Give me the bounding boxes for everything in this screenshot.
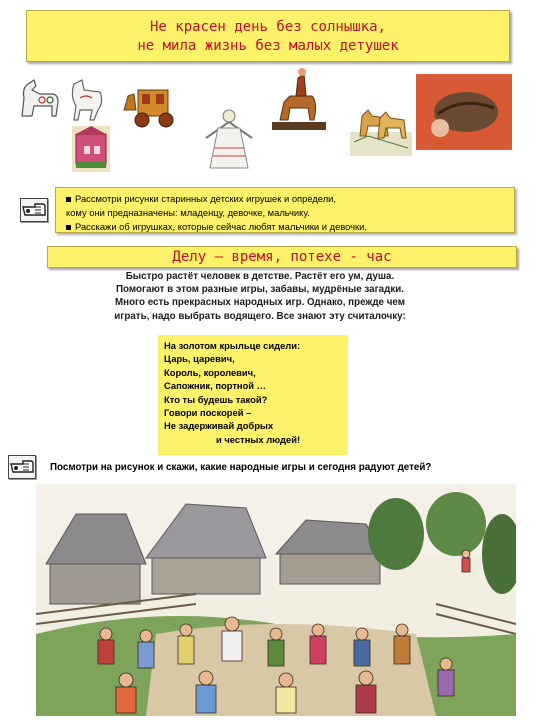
toy-pink-house-image — [70, 124, 112, 174]
intro-line-1: Быстро растёт человек в детстве. Растёт его ум, душа. — [125, 271, 395, 282]
task-pointer-box — [20, 198, 48, 222]
rhyme-line: Король, королевич, — [164, 366, 256, 378]
village-games-illustration — [36, 484, 516, 716]
bullet-icon — [66, 197, 71, 202]
intro-text — [50, 270, 470, 323]
toy-rider-image — [266, 66, 332, 136]
hand-pointer-icon — [9, 456, 35, 478]
question-text: Посмотри на рисунок и скажи, какие народные игры и сегодня радуют детей? — [50, 462, 432, 473]
rhyme-line: Кто ты будешь такой? — [164, 393, 268, 405]
title-banner — [26, 10, 510, 62]
question-pointer-box — [8, 455, 36, 479]
task-box — [55, 187, 515, 233]
rhyme-line: На золотом крыльце сидели: — [164, 340, 301, 351]
task-line-2: кому они предназначены: младенцу, девочке, мальчику. — [66, 207, 310, 218]
bullet-icon — [66, 225, 71, 230]
section-title: Делу – время, потехе - час — [172, 249, 392, 265]
rhyme-line: и честных людей! — [216, 433, 301, 445]
rhyme-box — [158, 335, 348, 455]
toy-carriage-image — [118, 80, 186, 130]
intro-line-4: играть, надо выбрать водящего. Все знают эту считалочку: — [114, 310, 406, 322]
rhyme-line: Не задерживай добрых — [164, 420, 274, 432]
title-line-2: не мила жизнь без малых детушек — [137, 38, 399, 54]
title-line-1: Не красен день без солнышка, — [149, 19, 386, 35]
rhyme-line: Говори поскорей – — [164, 407, 252, 419]
rhyme-line: Сапожник, портной … — [164, 380, 267, 392]
section-banner — [47, 246, 517, 268]
intro-line-3: Много есть прекрасных народных игр. Однако, прежде чем — [114, 297, 405, 309]
task-line-1: Рассмотри рисунки старинных детских игрушек и определи, — [75, 193, 337, 204]
task-line-3: Расскажи об игрушках, которые сейчас любят мальчики и девочки. — [75, 221, 367, 232]
toy-horses-image — [350, 96, 412, 156]
toy-doll-image — [196, 104, 262, 174]
toy-bird-image — [416, 74, 512, 150]
toy-horse-image — [14, 76, 64, 126]
intro-line-2: Помогают в этом разные игры, забавы, мудрёные загадки. — [116, 284, 404, 296]
hand-pointer-icon — [21, 199, 47, 221]
rhyme-line: Царь, царевич, — [164, 353, 235, 365]
toy-horse-image-2 — [64, 76, 108, 126]
